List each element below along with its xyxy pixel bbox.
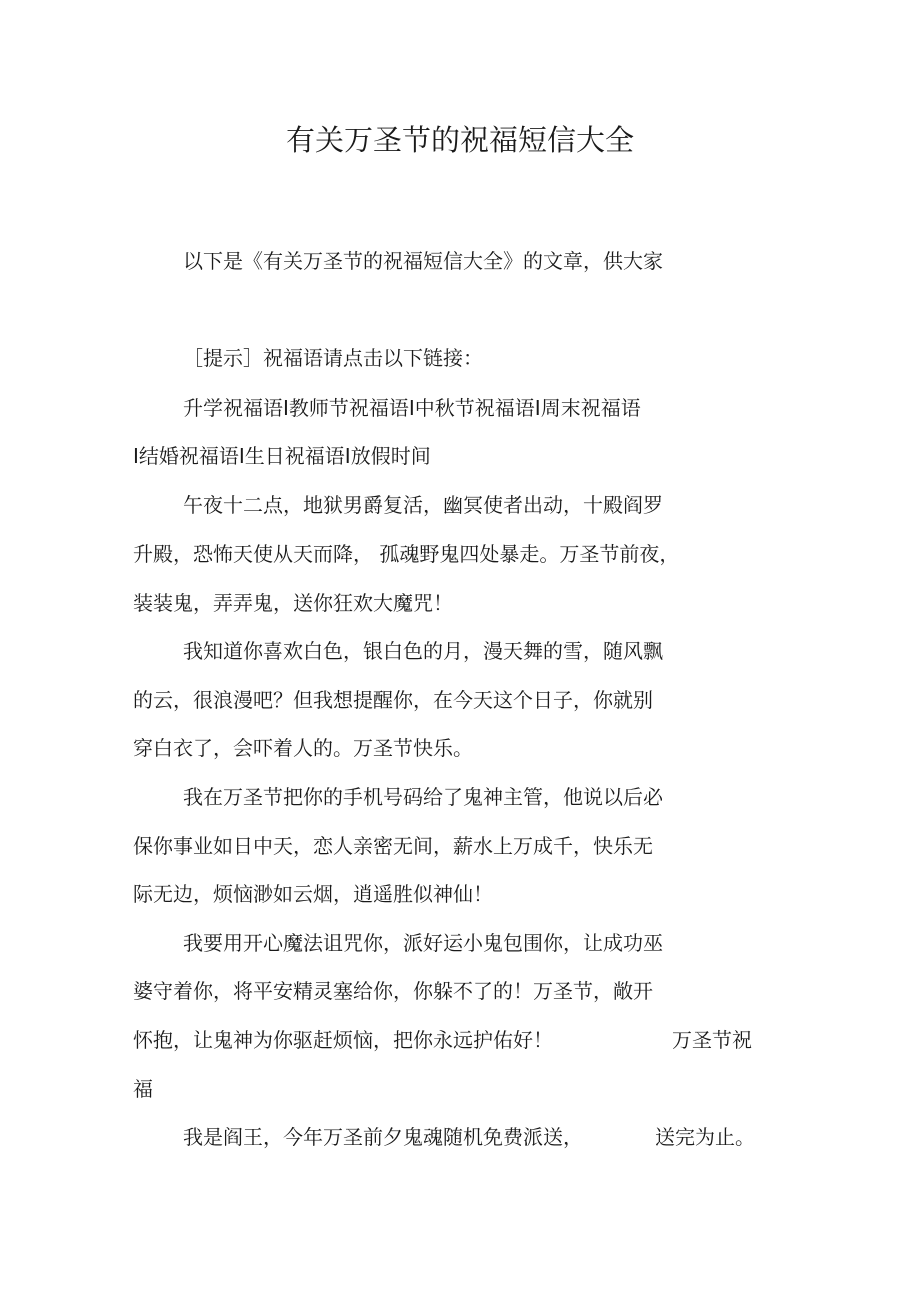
paragraph-2-line-1: 我知道你喜欢白色，银白色的月，漫天舞的雪，随风飘 — [183, 639, 663, 663]
paragraph-5-left: 我是阎王，今年万圣前夕鬼魂随机免费派送， — [183, 1125, 583, 1149]
paragraph-4-line-1: 我要用开心魔法诅咒你，派好运小鬼包围你，让成功巫 — [183, 931, 663, 955]
paragraph-3-line-2: 保你事业如日中天，恋人亲密无间，薪水上万成千，快乐无 — [133, 834, 653, 858]
document-title: 有关万圣节的祝福短信大全 — [285, 123, 634, 157]
paragraph-1-line-1: 午夜十二点，地狱男爵复活，幽冥使者出动，十殿阎罗 — [183, 493, 663, 517]
tip-text: ［提示］祝福语请点击以下链接： — [183, 346, 483, 370]
paragraph-2-line-3: 穿白衣了，会吓着人的。万圣节快乐。 — [133, 736, 473, 760]
paragraph-4-line-3: 怀抱，让鬼神为你驱赶烦恼，把你永远护佑好！ — [133, 1028, 553, 1052]
intro-text: 以下是《有关万圣节的祝福短信大全》的文章，供大家 — [183, 249, 663, 273]
paragraph-3-line-3: 际无边，烦恼渺如云烟，逍遥胜似神仙！ — [133, 882, 493, 906]
paragraph-3-line-1: 我在万圣节把你的手机号码给了鬼神主管，他说以后必 — [183, 785, 663, 809]
section-heading-part-2: 福 — [133, 1077, 153, 1101]
paragraph-5-right: 送完为止。 — [655, 1125, 755, 1149]
paragraph-2-line-2: 的云，很浪漫吧？但我想提醒你，在今天这个日子，你就别 — [133, 688, 653, 712]
paragraph-1-line-3: 装装鬼，弄弄鬼，送你狂欢大魔咒！ — [133, 591, 453, 615]
links-line-1: 升学祝福语I教师节祝福语I中秋节祝福语I周末祝福语 — [183, 396, 641, 420]
paragraph-1-line-2: 升殿，恐怖天使从天而降， 孤魂野鬼四处暴走。万圣节前夜， — [133, 542, 680, 566]
links-line-2: I结婚祝福语I生日祝福语I放假时间 — [133, 444, 431, 468]
section-heading-part-1: 万圣节祝 — [672, 1028, 752, 1052]
paragraph-4-line-2: 婆守着你，将平安精灵塞给你，你躲不了的！万圣节，敞开 — [133, 979, 653, 1003]
